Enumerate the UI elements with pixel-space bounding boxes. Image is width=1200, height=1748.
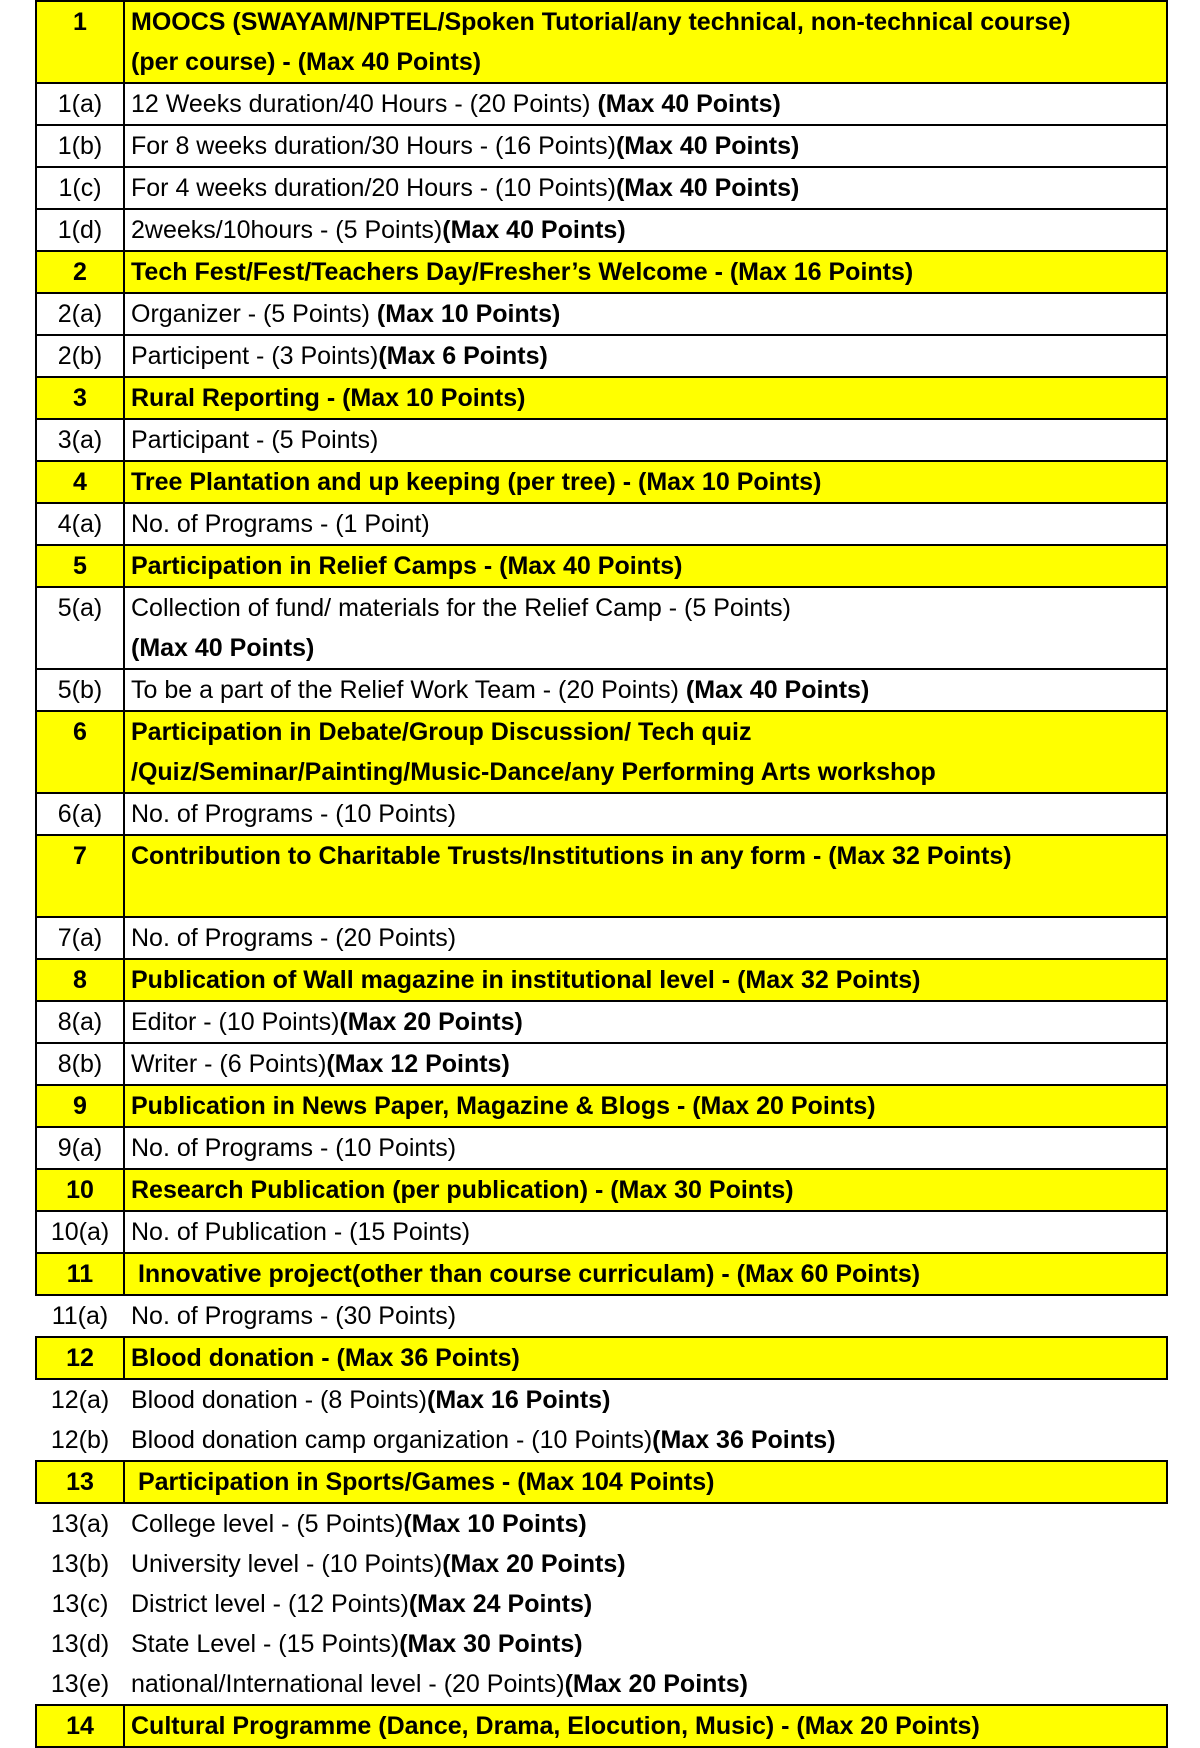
description-text: Contribution to Charitable Trusts/Institutions in any form - (Max 32 Points) [131, 842, 1012, 870]
max-points: (Max 24 Points) [408, 1590, 593, 1618]
row-description [125, 84, 1168, 124]
row-number: 13(d) [50, 1630, 110, 1658]
row-number: 11(a) [51, 1302, 109, 1330]
item-row [35, 1584, 1168, 1624]
category-row [35, 460, 1168, 502]
row-description [125, 1624, 1168, 1664]
item-row [35, 208, 1168, 250]
description-text: national/International level - (20 Points) [131, 1670, 565, 1698]
description-text: 12 Weeks duration/40 Hours - (20 Points) [131, 90, 598, 118]
row-number: 12(b) [50, 1426, 110, 1454]
description-text: Participation in Sports/Games - (Max 104 Points) [131, 1468, 715, 1496]
row-number: 5 [35, 546, 125, 586]
item-row [35, 1420, 1168, 1460]
item-row [35, 792, 1168, 834]
item-row [35, 1042, 1168, 1084]
row-number: 14 [35, 1706, 125, 1746]
category-row [35, 376, 1168, 418]
row-description [125, 1212, 1168, 1252]
row-description [125, 462, 1168, 502]
row-number: 12(a) [50, 1386, 110, 1414]
description-text: University level - (10 Points) [131, 1550, 443, 1578]
item-row [35, 166, 1168, 208]
row-number: 3(a) [35, 420, 125, 460]
row-description [125, 588, 1168, 668]
row-number: 4(a) [35, 504, 125, 544]
item-row [35, 502, 1168, 544]
row-number: 1(b) [35, 126, 125, 166]
row-description [125, 1504, 1168, 1544]
description-line: Participation in Debate/Group Discussion/ Tech quiz [131, 718, 752, 746]
description-text: No. of Publication - (15 Points) [131, 1218, 471, 1246]
max-points: (Max 40 Points) [685, 676, 870, 704]
row-description [125, 1044, 1168, 1084]
category-row [35, 710, 1168, 792]
row-number: 11 [35, 1254, 125, 1294]
row-number: 6(a) [35, 794, 125, 834]
row-number: 8(a) [35, 1002, 125, 1042]
item-row [35, 1294, 1168, 1336]
description-line: Collection of fund/ materials for the Relief Camp - (5 Points) [131, 594, 791, 622]
row-number: 7 [35, 836, 125, 916]
row-description [125, 546, 1168, 586]
description-text: No. of Programs - (30 Points) [131, 1302, 457, 1330]
row-description [125, 1002, 1168, 1042]
row-number: 13(c) [51, 1590, 109, 1618]
description-text: Tree Plantation and up keeping (per tree) - (Max 10 Points) [131, 468, 822, 496]
description-text: No. of Programs - (20 Points) [131, 924, 457, 952]
item-row [35, 668, 1168, 710]
category-row [35, 834, 1168, 916]
max-points: (Max 20 Points) [339, 1008, 523, 1036]
description-text: For 4 weeks duration/20 Hours - (10 Points) [131, 174, 616, 202]
max-points: (Max 20 Points) [442, 1550, 626, 1578]
row-description [125, 126, 1168, 166]
row-description [125, 712, 1168, 792]
description-text: 2weeks/10hours - (5 Points) [131, 216, 443, 244]
description-text: Rural Reporting - (Max 10 Points) [131, 384, 526, 412]
row-number: 8 [35, 960, 125, 1000]
max-points: (Max 6 Points) [378, 342, 548, 370]
item-row [35, 292, 1168, 334]
row-description [125, 918, 1168, 958]
row-description [125, 1462, 1168, 1502]
description-text: Organizer - (5 Points) [131, 300, 377, 328]
row-description [125, 1254, 1168, 1294]
description-line: /Quiz/Seminar/Painting/Music-Dance/any Performing Arts workshop [131, 758, 936, 786]
row-description [125, 1170, 1168, 1210]
description-text: No. of Programs - (1 Point) [131, 510, 430, 538]
row-description [125, 1086, 1168, 1126]
points-table [35, 0, 1168, 1748]
row-description [125, 252, 1168, 292]
row-number: 2(a) [35, 294, 125, 334]
row-description [125, 1420, 1168, 1460]
description-text: Cultural Programme (Dance, Drama, Elocution, Music) - (Max 20 Points) [131, 1712, 980, 1740]
row-number: 13(e) [50, 1670, 110, 1698]
category-row [35, 0, 1168, 82]
category-row [35, 1336, 1168, 1378]
row-number: 6 [35, 712, 125, 792]
row-description [125, 1338, 1168, 1378]
item-row [35, 418, 1168, 460]
description-text: For 8 weeks duration/30 Hours - (16 Points) [131, 132, 616, 160]
description-text: Blood donation - (8 Points) [131, 1386, 428, 1414]
item-row [35, 124, 1168, 166]
category-row [35, 958, 1168, 1000]
max-points: (Max 30 Points) [399, 1630, 583, 1658]
max-points: (Max 40 Points) [615, 174, 800, 202]
row-number: 2 [35, 252, 125, 292]
row-number: 12 [35, 1338, 125, 1378]
row-number: 5(b) [35, 670, 125, 710]
row-number: 3 [35, 378, 125, 418]
description-line: (per course) - (Max 40 Points) [131, 48, 482, 76]
row-number: 1 [35, 2, 125, 82]
category-row [35, 1084, 1168, 1126]
category-row [35, 250, 1168, 292]
max-points: (Max 40 Points) [442, 216, 626, 244]
row-description [125, 836, 1168, 916]
max-points: (Max 20 Points) [564, 1670, 748, 1698]
description-text: Blood donation - (Max 36 Points) [131, 1344, 520, 1372]
item-row [35, 1664, 1168, 1704]
max-points-line: (Max 40 Points) [131, 634, 315, 662]
item-row [35, 1502, 1168, 1544]
row-number: 13(a) [50, 1510, 110, 1538]
row-description [125, 794, 1168, 834]
max-points: (Max 36 Points) [652, 1426, 836, 1454]
row-number: 1(d) [35, 210, 125, 250]
row-description [125, 336, 1168, 376]
row-number: 5(a) [35, 588, 125, 668]
row-description [125, 504, 1168, 544]
row-number: 9(a) [35, 1128, 125, 1168]
row-number: 2(b) [35, 336, 125, 376]
row-number: 10(a) [35, 1212, 125, 1252]
max-points: (Max 10 Points) [376, 300, 561, 328]
category-row [35, 1252, 1168, 1294]
description-text: Editor - (10 Points) [131, 1008, 340, 1036]
row-number: 13 [35, 1462, 125, 1502]
row-number: 1(a) [35, 84, 125, 124]
row-description [125, 1706, 1168, 1746]
description-text: Innovative project(other than course curriculam) - (Max 60 Points) [131, 1260, 921, 1288]
description-text: Publication of Wall magazine in institutional level - (Max 32 Points) [131, 966, 921, 994]
description-text: Writer - (6 Points) [131, 1050, 327, 1078]
item-row [35, 334, 1168, 376]
item-row [35, 586, 1168, 668]
row-description [125, 1296, 1168, 1336]
row-description [125, 2, 1168, 82]
row-number: 13(b) [50, 1550, 110, 1578]
category-row [35, 1460, 1168, 1502]
description-text: State Level - (15 Points) [131, 1630, 400, 1658]
row-description [125, 168, 1168, 208]
description-text: Publication in News Paper, Magazine & Blogs - (Max 20 Points) [131, 1092, 876, 1120]
item-row [35, 1544, 1168, 1584]
category-row [35, 544, 1168, 586]
max-points: (Max 40 Points) [615, 132, 800, 160]
description-text: To be a part of the Relief Work Team - (20 Points) [131, 676, 686, 704]
row-description [125, 670, 1168, 710]
row-description [125, 1544, 1168, 1584]
description-text: Blood donation camp organization - (10 Points) [131, 1426, 653, 1454]
item-row [35, 1210, 1168, 1252]
max-points: (Max 10 Points) [403, 1510, 587, 1538]
description-text: College level - (5 Points) [131, 1510, 404, 1538]
item-row [35, 82, 1168, 124]
row-number: 1(c) [35, 168, 125, 208]
row-description [125, 420, 1168, 460]
row-description [125, 294, 1168, 334]
max-points: (Max 16 Points) [427, 1386, 611, 1414]
item-row [35, 1378, 1168, 1420]
row-description [125, 1584, 1168, 1624]
description-line: MOOCS (SWAYAM/NPTEL/Spoken Tutorial/any technical, non-technical course) [131, 8, 1071, 36]
description-text: Participent - (3 Points) [131, 342, 379, 370]
row-description [125, 1128, 1168, 1168]
row-description [125, 378, 1168, 418]
item-row [35, 1624, 1168, 1664]
description-text: Research Publication (per publication) - (Max 30 Points) [131, 1176, 794, 1204]
max-points: (Max 12 Points) [326, 1050, 510, 1078]
max-points: (Max 40 Points) [597, 90, 781, 118]
description-text: District level - (12 Points) [131, 1590, 409, 1618]
row-description [125, 1380, 1168, 1420]
row-description [125, 960, 1168, 1000]
description-text: Participation in Relief Camps - (Max 40 Points) [131, 552, 683, 580]
item-row [35, 1000, 1168, 1042]
item-row [35, 1126, 1168, 1168]
description-text: No. of Programs - (10 Points) [131, 800, 457, 828]
description-text: Participant - (5 Points) [131, 426, 379, 454]
category-row [35, 1168, 1168, 1210]
description-text: No. of Programs - (10 Points) [131, 1134, 457, 1162]
description-text: Tech Fest/Fest/Teachers Day/Fresher’s Welcome - (Max 16 Points) [131, 258, 914, 286]
item-row [35, 916, 1168, 958]
row-description [125, 1664, 1168, 1704]
row-number: 9 [35, 1086, 125, 1126]
row-number: 7(a) [35, 918, 125, 958]
row-number: 4 [35, 462, 125, 502]
row-number: 10 [35, 1170, 125, 1210]
row-number: 8(b) [35, 1044, 125, 1084]
category-row [35, 1704, 1168, 1748]
row-description [125, 210, 1168, 250]
